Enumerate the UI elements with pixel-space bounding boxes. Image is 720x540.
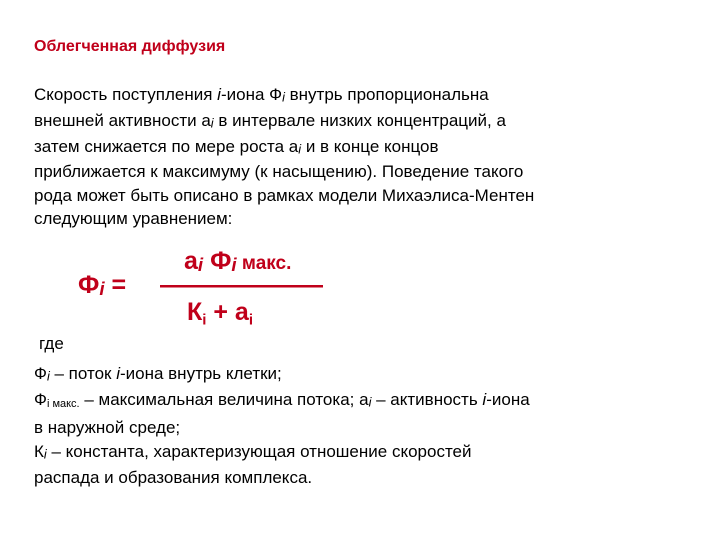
definitions-list xyxy=(34,362,694,489)
activity-symbol: а xyxy=(184,247,198,275)
slide-title: Облегченная диффузия xyxy=(34,38,226,55)
subscript: i xyxy=(282,89,285,105)
definition-max-flux-cont: в наружной среде; xyxy=(34,418,181,438)
definition-max-flux xyxy=(34,388,694,417)
where-label: где xyxy=(39,334,64,353)
text: – константа, характеризующая отношение скоростей xyxy=(46,441,472,461)
text: -иона Ф xyxy=(220,85,283,104)
subscript: i xyxy=(46,368,50,384)
text: внутрь пропорциональна xyxy=(284,85,489,104)
text: и в конце концов xyxy=(301,136,439,156)
phi-symbol: Ф xyxy=(78,271,100,299)
text: Ф xyxy=(34,389,47,409)
text: затем снижается по мере роста а xyxy=(34,136,299,156)
lhs-subscript: i xyxy=(99,277,105,299)
fraction-bar: ——————— xyxy=(160,271,321,299)
equation-denominator xyxy=(187,298,253,329)
text: Скорость поступления xyxy=(34,85,218,104)
paragraph-line-5: рода может быть описано в рамках модели Михаэлиса-Ментен xyxy=(34,185,535,205)
definition-constant xyxy=(34,440,694,466)
paragraph-line-1 xyxy=(34,83,694,109)
constant-subscript: i xyxy=(202,311,207,329)
definition-constant-cont: распада и образования комплекса. xyxy=(34,467,313,487)
text: – максимальная величина потока; а xyxy=(79,389,369,409)
subscript: i макс. xyxy=(46,397,80,410)
phi-subscript: i xyxy=(231,253,237,275)
text: К xyxy=(34,441,44,461)
ion-index: i xyxy=(116,364,120,383)
subscript: i xyxy=(298,140,302,156)
paragraph-line-2 xyxy=(34,109,694,135)
equation-lhs xyxy=(78,271,126,300)
text: в интервале низких концентраций, а xyxy=(213,110,506,130)
activity-subscript: i xyxy=(248,311,254,329)
max-label: макс. xyxy=(236,253,292,274)
plus-activity: + а xyxy=(206,298,249,326)
ion-index: i xyxy=(217,85,221,104)
paragraph-line-6: следующим уравнением: xyxy=(34,209,233,229)
paragraph-line-3 xyxy=(34,135,694,161)
activity-subscript: i xyxy=(197,253,204,275)
text: Ф xyxy=(34,364,47,383)
text: – поток xyxy=(49,364,117,383)
text: – активность xyxy=(371,389,483,409)
intro-paragraph xyxy=(34,83,694,231)
phi-symbol: Ф xyxy=(203,247,232,275)
text: внешней активности а xyxy=(34,110,211,130)
text: -иона xyxy=(486,389,530,409)
ion-index: i xyxy=(482,389,487,409)
definition-flux xyxy=(34,362,694,388)
paragraph-line-4: приближается к максимуму (к насыщению). Поведение такого xyxy=(34,162,524,182)
subscript: i xyxy=(210,115,214,131)
text: -иона внутрь клетки; xyxy=(119,364,282,383)
equals-sign: = xyxy=(104,271,127,299)
constant-symbol: К xyxy=(187,298,203,326)
subscript: i xyxy=(368,394,372,410)
subscript: i xyxy=(43,446,47,462)
